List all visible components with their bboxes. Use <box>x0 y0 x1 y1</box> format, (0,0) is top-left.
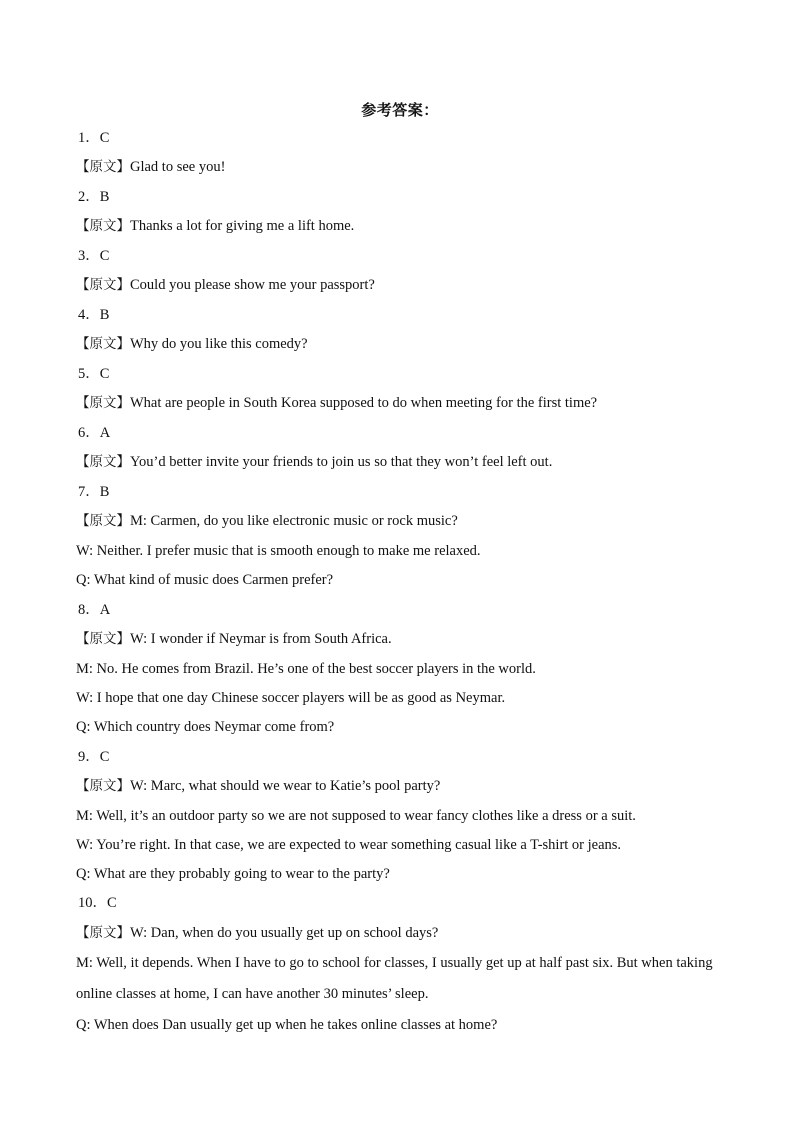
transcript-line: W: Neither. I prefer music that is smooth enough to make me relaxed. <box>76 543 481 559</box>
transcript-text: Glad to see you! <box>130 159 226 175</box>
transcript-7 <box>76 512 458 530</box>
transcript-line: Q: What kind of music does Carmen prefer? <box>76 572 334 588</box>
transcript-line: Q: When does Dan usually get up when he takes online classes at home? <box>76 1017 498 1033</box>
transcript-label: 【原文】 <box>76 277 130 293</box>
transcript-1 <box>76 158 225 176</box>
transcript-line: M: No. He comes from Brazil. He’s one of the best soccer players in the world. <box>76 661 536 677</box>
transcript-line: Q: Which country does Neymar come from? <box>76 719 335 735</box>
answer-9: 9．C <box>78 749 110 765</box>
answer-5: 5．C <box>78 366 110 382</box>
answer-1: 1．C <box>78 130 110 146</box>
transcript-text: W: Dan, when do you usually get up on school days? <box>130 925 439 941</box>
answer-7: 7．B <box>78 484 110 500</box>
transcript-line: Q: What are they probably going to wear to the party? <box>76 866 390 882</box>
transcript-line: W: You’re right. In that case, we are expected to wear something casual like a T-shirt or jeans. <box>76 837 622 853</box>
page-title: 参考答案： <box>361 101 439 119</box>
transcript-label: 【原文】 <box>76 925 130 941</box>
answer-2: 2．B <box>78 189 110 205</box>
transcript-label: 【原文】 <box>76 159 130 175</box>
transcript-4 <box>76 335 308 353</box>
transcript-text: Could you please show me your passport? <box>130 277 375 293</box>
transcript-label: 【原文】 <box>76 336 130 352</box>
transcript-10 <box>76 924 438 942</box>
transcript-label: 【原文】 <box>76 454 130 470</box>
transcript-3 <box>76 276 375 294</box>
transcript-label: 【原文】 <box>76 395 130 411</box>
transcript-text: What are people in South Korea supposed to do when meeting for the first time? <box>130 395 598 411</box>
transcript-label: 【原文】 <box>76 631 130 647</box>
transcript-9 <box>76 777 440 795</box>
transcript-label: 【原文】 <box>76 513 130 529</box>
transcript-5 <box>76 394 597 412</box>
transcript-label: 【原文】 <box>76 218 130 234</box>
transcript-text: Thanks a lot for giving me a lift home. <box>130 218 355 234</box>
transcript-line: W: I hope that one day Chinese soccer players will be as good as Neymar. <box>76 690 506 706</box>
transcript-line: M: Well, it depends. When I have to go to school for classes, I usually get up at half past six. But when taking <box>76 955 713 971</box>
answer-4: 4．B <box>78 307 110 323</box>
transcript-line: M: Well, it’s an outdoor party so we are not supposed to wear fancy clothes like a dress or a suit. <box>76 808 636 824</box>
transcript-text: W: I wonder if Neymar is from South Africa. <box>130 631 392 647</box>
transcript-6 <box>76 453 552 471</box>
answer-10: 10．C <box>78 895 117 911</box>
transcript-text: W: Marc, what should we wear to Katie’s pool party? <box>130 778 441 794</box>
transcript-label: 【原文】 <box>76 778 130 794</box>
transcript-text: You’d better invite your friends to join us so that they won’t feel left out. <box>130 454 553 470</box>
transcript-2 <box>76 217 354 235</box>
transcript-line: online classes at home, I can have another 30 minutes’ sleep. <box>76 986 429 1002</box>
answer-6: 6．A <box>78 425 111 441</box>
transcript-text: Why do you like this comedy? <box>130 336 308 352</box>
transcript-8 <box>76 630 392 648</box>
answer-8: 8．A <box>78 602 111 618</box>
transcript-text: M: Carmen, do you like electronic music or rock music? <box>130 513 458 529</box>
answer-3: 3．C <box>78 248 110 264</box>
